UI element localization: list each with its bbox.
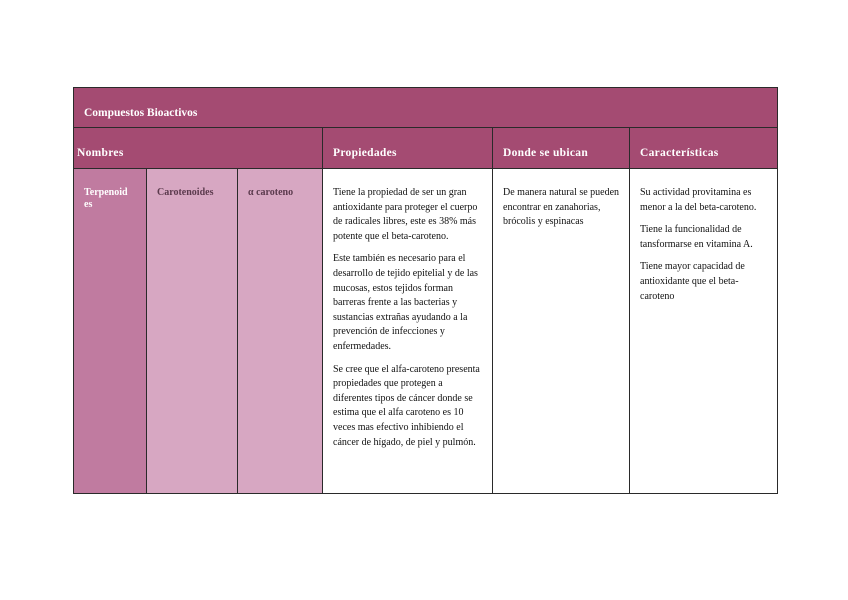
terpenoid-label: Terpenoid es xyxy=(84,187,128,210)
propiedades-paragraph: Se cree que el alfa-caroteno presenta propiedades que protegen a diferentes tipos de cáncer donde se estima que el alfa caroteno es 10 veces mas efectivo inhibiendo el cáncer de hígado, de piel y pulmón. xyxy=(333,363,480,448)
header-caracteristicas xyxy=(630,128,778,169)
header-nombres xyxy=(74,128,323,169)
header-donde-label: Donde se ubican xyxy=(503,147,589,159)
table-title-cell xyxy=(74,88,778,128)
bioactive-compounds-table xyxy=(73,87,778,494)
alfa-caroteno-label: α caroteno xyxy=(248,187,294,198)
caracteristicas-paragraph: Su actividad provitamina es menor a la del beta-caroteno. xyxy=(640,187,757,213)
cell-caracteristicas xyxy=(630,169,778,494)
header-nombres-label: Nombres xyxy=(77,147,124,159)
cell-propiedades xyxy=(323,169,493,494)
cell-donde xyxy=(493,169,630,494)
cell-alfa-caroteno xyxy=(238,169,323,494)
header-propiedades-label: Propiedades xyxy=(333,147,397,159)
caracteristicas-paragraph: Tiene la funcionalidad de tansformarse en vitamina A. xyxy=(640,224,753,250)
caracteristicas-paragraph: Tiene mayor capacidad de antioxidante que el beta-caroteno xyxy=(640,261,745,302)
header-caracteristicas-label: Características xyxy=(640,147,719,159)
propiedades-paragraph: Tiene la propiedad de ser un gran antioxidante para proteger el cuerpo de radicales libres, este es 38% más potente que el beta-caroteno. xyxy=(333,187,478,242)
cell-carotenoides xyxy=(147,169,238,494)
table-title: Compuestos Bioactivos xyxy=(84,107,198,119)
carotenoides-label: Carotenoides xyxy=(157,187,214,198)
cell-terpenoid xyxy=(74,169,147,494)
header-propiedades xyxy=(323,128,493,169)
propiedades-paragraph: Este también es necesario para el desarrollo de tejido epitelial y de las mucosas, estos tejidos forman barreras frente a las bacterias y sustancias extrañas ayudando a la prevención de infecciones y enfermedades. xyxy=(333,253,478,352)
bioactive-compounds-table-wrapper xyxy=(73,87,777,494)
donde-paragraph: De manera natural se pueden encontrar en zanahorias, brócolis y espinacas xyxy=(503,187,620,228)
header-donde xyxy=(493,128,630,169)
table-row xyxy=(74,169,778,494)
